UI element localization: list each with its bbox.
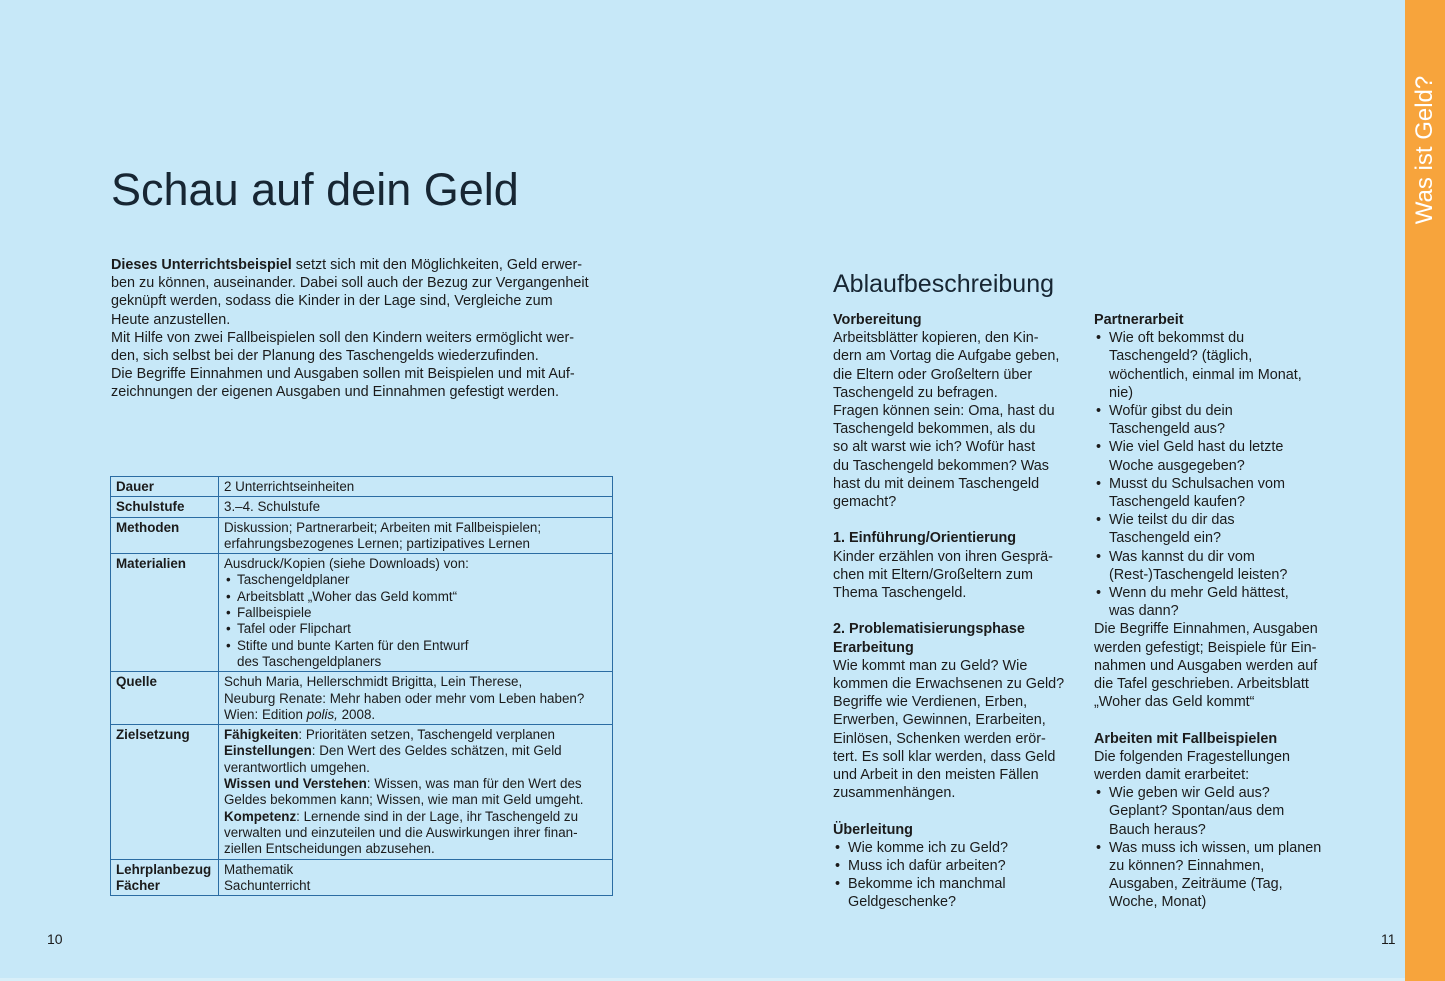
list-item: • Arbeitsblatt „Woher das Geld kommt“: [224, 589, 607, 605]
list-item: • Muss ich dafür arbeiten?: [833, 857, 1083, 875]
row-label: Schulstufe: [111, 497, 219, 517]
list-item: • Was muss ich wissen, um planen zu können? Einnahmen, Ausgaben, Zeiträume (Tag, Woche, Monat): [1094, 839, 1334, 912]
partnerarbeit-list: [1094, 329, 1319, 620]
list-item: • Was kannst du dir vom (Rest-)Taschengeld leisten?: [1094, 548, 1314, 584]
table-row: [111, 859, 613, 896]
side-tab-label-box: [1405, 0, 1445, 240]
row-label: Zielsetzung: [111, 725, 219, 859]
row-label: Materialien: [111, 554, 219, 672]
row-value: 2 Unterrichtseinheiten: [219, 477, 613, 497]
list-item: • Wofür gibst du dein Taschengeld aus?: [1094, 402, 1264, 438]
page-title: Schau auf dein Geld: [111, 164, 519, 215]
page-number-right: 11: [1381, 931, 1396, 947]
list-item: • Bekomme ich manchmal Geldgeschenke?: [833, 875, 1033, 911]
paragraph-einfuehrung: Kinder erzählen von ihren Gesprä- chen mit Eltern/Großeltern zum Thema Taschengeld.: [833, 548, 1053, 602]
ueberleitung-list: [833, 839, 1083, 912]
subheading-problem: 2. Problematisierungsphase: [833, 621, 1025, 638]
table-row: [111, 554, 613, 672]
subheading-erarbeitung: Erarbeitung: [833, 639, 914, 656]
table-row: [111, 497, 613, 517]
list-item: • Wie komme ich zu Geld?: [833, 839, 1083, 857]
subheading-einfuehrung: 1. Einführung/Orientierung: [833, 530, 1017, 547]
subheading-vorbereitung: Vorbereitung: [833, 312, 922, 328]
list-item: • Musst du Schulsachen vom Taschengeld kaufen?: [1094, 475, 1324, 511]
row-label: Methoden: [111, 517, 219, 554]
paragraph-vorbereitung: Arbeitsblätter kopieren, den Kin- dern am Vortag die Aufgabe geben, die Eltern oder Großeltern über Taschengeld zu befragen. Fragen können sein: Oma, hast du Taschengeld bekommen, als du so alt warst wie ich? Wofür hast du Taschengeld bekommen? Was hast du mit deinem Taschengeld gemacht?: [833, 330, 1060, 511]
materials-list: [224, 572, 607, 670]
table-row: [111, 725, 613, 859]
row-value: Mathematik Sachunterricht: [219, 859, 613, 896]
column-right: [1094, 311, 1334, 912]
lesson-info-table: [110, 476, 613, 896]
list-item: • Wenn du mehr Geld hättest, was dann?: [1094, 584, 1314, 620]
row-label: Dauer: [111, 477, 219, 497]
subheading-ueberleitung: Überleitung: [833, 821, 913, 838]
column-left: [833, 311, 1083, 912]
list-item: • Tafel oder Flipchart: [224, 621, 607, 637]
section-heading: Ablaufbeschreibung: [833, 270, 1054, 298]
row-value: Diskussion; Partnerarbeit; Arbeiten mit Fallbeispielen; erfahrungsbezogenes Lernen; partizipatives Lernen: [219, 517, 613, 554]
fallbeispiele-list: [1094, 784, 1334, 911]
list-item: • Wie teilst du dir das Taschengeld ein?: [1094, 511, 1274, 547]
list-item: • Wie geben wir Geld aus? Geplant? Spontan/aus dem Bauch heraus?: [1094, 784, 1294, 839]
list-item: • Wie oft bekommst du Taschengeld? (täglich, wöchentlich, einmal im Monat, nie): [1094, 329, 1319, 402]
paragraph-problem: Wie kommt man zu Geld? Wie kommen die Erwachsenen zu Geld? Begriffe wie Verdienen, Erben, Erwerben, Gewinnen, Erarbeiten, Einlösen, Schenken werden erör- tert. Es soll klar werden, dass Geld und Arbeit in den meisten Fällen zusammenhängen.: [833, 657, 1065, 802]
row-value: Ausdruck/Kopien (siehe Downloads) von: • Taschengeldplaner • Arbeitsblatt „Woher das Geld kommt“ • Fallbeispiele • Tafel oder Flipchart • Stifte und bunte Karten für den Entwurf des Taschengeldplaners: [219, 554, 613, 672]
intro-lead: Dieses Unterrichtsbeispiel: [111, 257, 292, 273]
page-number-left: 10: [47, 931, 63, 947]
table-row: [111, 672, 613, 725]
list-item: • Fallbeispiele: [224, 605, 607, 621]
row-label: Lehrplanbezug Fächer: [111, 859, 219, 896]
row-label: Quelle: [111, 672, 219, 725]
intro-paragraph: Dieses Unterrichtsbeispiel setzt sich mit den Möglichkeiten, Geld erwer- ben zu können, auseinander. Dabei soll auch der Bezug zur Vergangenheit geknüpft werden, sodass die Kinder in der Lage sind, Vergleiche zum Heute anzustellen. Mit Hilfe von zwei Fallbeispielen soll den Kindern weiters ermöglicht wer- den, sich selbst bei der Planung des Taschengelds wiederzufinden. Die Begriffe Einnahmen und Ausgaben sollen mit Beispielen und mit Auf- zeichnungen der eigenen Ausgaben und Einnahmen gefestigt werden.: [111, 257, 589, 401]
table-row: [111, 477, 613, 497]
row-value: Fähigkeiten: Prioritäten setzen, Taschengeld verplanen Einstellungen: Den Wert des Geldes schätzen, mit Geld verantwortlich umgehen. Wissen und Verstehen: Wissen, was man für den Wert des Geldes bekommen kann; Wissen, wie man mit Geld umgeht. Kompetenz: Lernende sind in der Lage, ihr Taschengeld zu verwalten und einzuteilen und die Auswirkungen ihrer finan-ziellen Entscheidungen abzusehen.: [219, 725, 613, 859]
subheading-partnerarbeit: Partnerarbeit: [1094, 312, 1184, 328]
list-item: • Stifte und bunte Karten für den Entwurf des Taschengeldplaners: [224, 638, 487, 671]
list-item: • Wie viel Geld hast du letzte Woche ausgegeben?: [1094, 438, 1304, 474]
list-item: • Taschengeldplaner: [224, 572, 607, 588]
paragraph-fallbeispiele: Die folgenden Fragestellungen werden damit erarbeitet:: [1094, 748, 1291, 784]
subheading-fallbeispiele: Arbeiten mit Fallbeispielen: [1094, 730, 1278, 747]
row-value: Schuh Maria, Hellerschmidt Brigitta, Lein Therese, Neuburg Renate: Mehr haben oder mehr vom Leben haben? Wien: Edition polis, 2008.: [219, 672, 613, 725]
row-value: 3.–4. Schulstufe: [219, 497, 613, 517]
paragraph-partnerarbeit: Die Begriffe Einnahmen, Ausgaben werden gefestigt; Beispiele für Ein- nahmen und Ausgaben werden auf die Tafel geschrieben. Arbeitsblatt „Woher das Geld kommt“: [1094, 621, 1318, 711]
table-row: [111, 517, 613, 554]
side-tab-label: Was ist Geld?: [1411, 75, 1438, 225]
